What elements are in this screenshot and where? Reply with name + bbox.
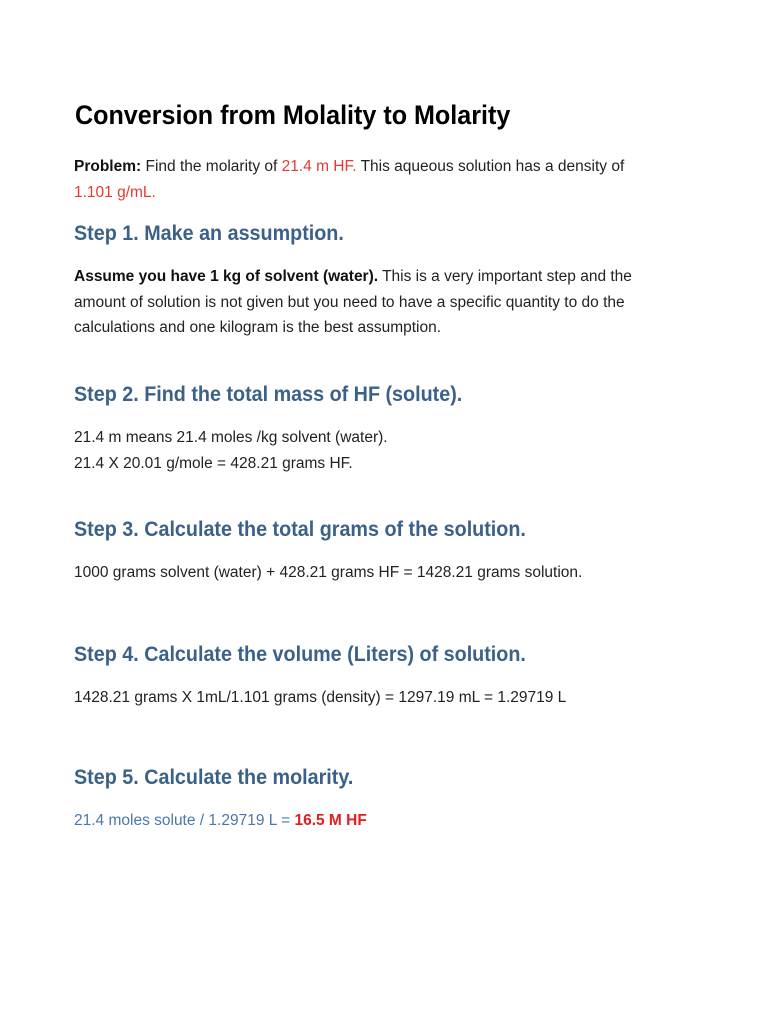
step-3-line-1: 1000 grams solvent (water) + 428.21 grams HF = 1428.21 grams solution. [74,564,583,581]
step-1-bold-lead: Assume you have 1 kg of solvent (water). [74,268,379,285]
step-4-body [74,685,714,711]
step-1-line-1 [74,264,714,290]
step-5-line-1 [74,808,714,834]
step-1-text-1: This is a very important step and the [378,268,632,285]
step-3-body [74,560,714,586]
molarity-expression: 21.4 moles solute / 1.29719 L = [74,812,295,829]
step-4-heading: Step 4. Calculate the volume (Liters) of solution. [74,643,526,666]
problem-density-value: 1.101 g/mL. [74,183,156,201]
step-3-heading: Step 3. Calculate the total grams of the solution. [74,518,526,541]
step-1-body [74,264,714,341]
step-1-line-2: amount of solution is not given but you need to have a specific quantity to do the [74,293,625,311]
problem-label: Problem: [74,158,142,175]
problem-molality-value: 21.4 m HF. [281,158,357,175]
step-2-heading: Step 2. Find the total mass of HF (solute). [74,383,463,406]
problem-text-1: Find the molarity of [141,158,282,175]
step-4-line-1: 1428.21 grams X 1mL/1.101 grams (density) = 1297.19 mL = 1.29719 L [74,689,567,706]
problem-line-1 [74,154,714,180]
step-2-body [74,425,714,476]
step-1-heading: Step 1. Make an assumption. [74,222,344,245]
problem-text-2: This aqueous solution has a density of [356,158,625,175]
step-1-line-3: calculations and one kilogram is the best assumption. [74,319,442,336]
step-5-body [74,808,714,834]
page-title: Conversion from Molality to Molarity [75,100,511,130]
step-2-line-2: 21.4 X 20.01 g/mole = 428.21 grams HF. [74,454,353,472]
step-5-heading: Step 5. Calculate the molarity. [74,766,354,789]
step-2-line-1: 21.4 m means 21.4 moles /kg solvent (water). [74,429,388,446]
molarity-answer: 16.5 M HF [294,812,367,829]
problem-statement [74,154,714,205]
